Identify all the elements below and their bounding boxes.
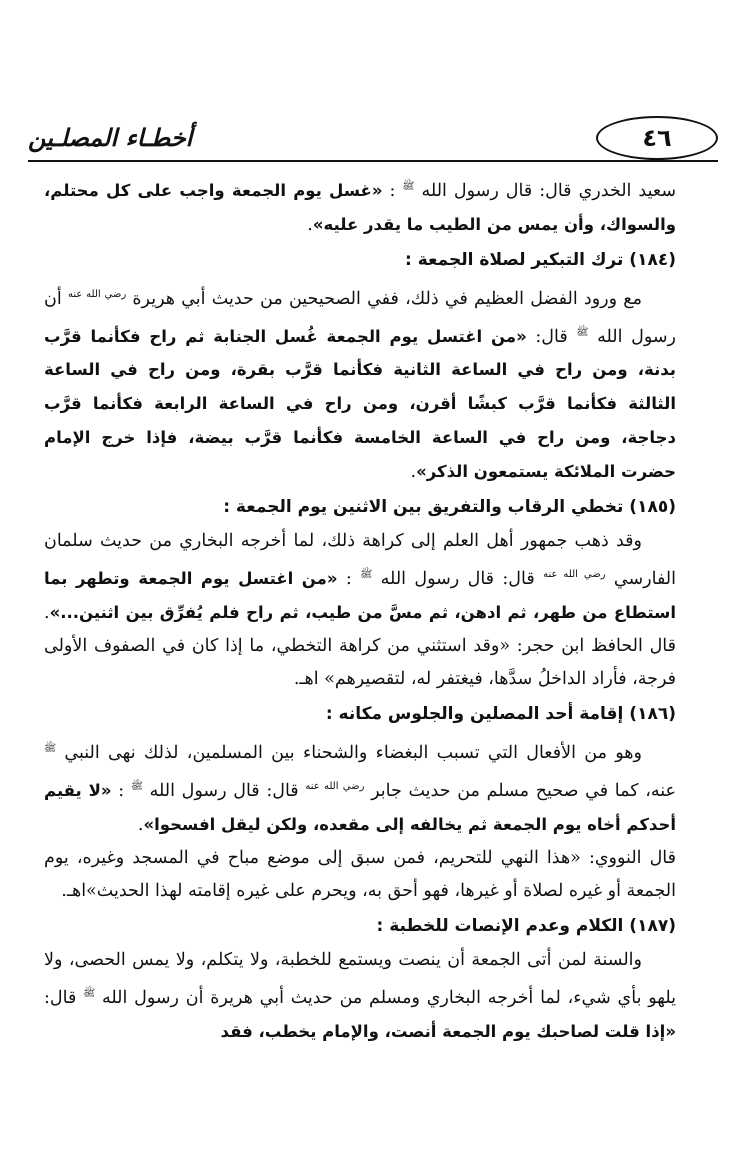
paragraph (44, 170, 676, 242)
page-number: ٤٦ (642, 124, 672, 152)
honorific-glyph: رضي الله عنه (67, 288, 127, 300)
text-run: وقد ذهب جمهور أهل العلم إلى كراهة ذلك، لما أخرجه البخاري من حديث سلمان الفارسي (44, 531, 676, 590)
paragraph (44, 525, 676, 696)
text-run: : (382, 180, 403, 201)
text-run: والسنة لمن أتى الجمعة أن ينصت ويستمع للخطبة، ولا يتكلم، ولا يمس الحصى، ولا يلهو بأي شيء، لما أخرجه البخاري ومسلم من حديث أبي هريرة أن رسول الله (44, 949, 676, 1008)
hadith-quote: «لا يقيم أحدكم أخاه يوم الجمعة ثم يخالفه إلى مقعده، ولكن ليقل افسحوا» (44, 780, 676, 834)
honorific-glyph: رضي الله عنه (543, 569, 606, 581)
text-run: . قال الحافظ ابن حجر: «وقد استثني من كراهة التخطي، ما إذا كان في الصفوف الأولى فرجة، فأراد الداخلُ سدَّها، فيغتفر له، لتقصيرهم» اهـ. (44, 603, 676, 690)
honorific-glyph: ﷺ (83, 987, 96, 999)
text-run: قال: قال رسول الله (372, 569, 544, 590)
text-run: . (307, 214, 313, 235)
text-run: : (337, 569, 361, 590)
text-run: قال: قال رسول الله (142, 780, 306, 801)
section-heading: (١٨٥) تخطي الرقاب والتفريق بين الاثنين يوم الجمعة : (223, 497, 676, 518)
honorific-glyph: ﷺ (360, 569, 373, 581)
honorific-glyph: ﷺ (44, 743, 57, 755)
text-run: سعيد الخدري قال: قال رسول الله (414, 180, 676, 201)
paragraph (44, 278, 676, 490)
header-rule (28, 160, 718, 162)
body-text (44, 170, 676, 1049)
honorific-glyph: رضي الله عنه (305, 781, 365, 793)
text-run: وهو من الأفعال التي تسبب البغضاء والشحناء بين المسلمين، لذلك نهى النبي (56, 743, 642, 764)
text-run: : (111, 780, 131, 801)
page-number-badge (596, 116, 718, 160)
text-run: قال: (44, 987, 84, 1008)
hadith-quote: «غسل يوم الجمعة واجب على كل محتلم، والسواك، وأن يمس من الطيب ما يقدر عليه» (44, 180, 676, 234)
running-title: أخطـاء المصلـين (28, 124, 193, 152)
text-run: عنه، كما في صحيح مسلم من حديث جابر (364, 780, 676, 801)
text-run: قال النووي: «هذا النهي للتحريم، فمن سبق إلى موضع مباح في المسجد وغيره، يوم الجمعة أو غيره لصلاة أو غيرها، فهو أحق به، ويحرم على غيره إقامته لهذا الحديث»اهـ. (44, 847, 676, 901)
text-run: . (137, 814, 144, 835)
hadith-quote: «إذا قلت لصاحبك يوم الجمعة أنصت، والإمام يخطب، فقد (220, 1021, 676, 1041)
paragraph (44, 732, 676, 842)
section-heading: (١٨٦) إقامة أحد المصلين والجلوس مكانه : (325, 704, 676, 725)
paragraph (44, 842, 676, 908)
text-run: مع ورود الفضل العظيم في ذلك، ففي الصحيحين من حديث أبي هريرة (126, 288, 642, 309)
honorific-glyph: ﷺ (402, 181, 415, 192)
section-heading: (١٨٧) الكلام وعدم الإنصات للخطبة : (376, 915, 676, 936)
honorific-glyph: ﷺ (576, 326, 589, 338)
hadith-quote: «من اغتسل يوم الجمعة غُسل الجنابة ثم راح فكأنما قرَّب بدنة، ومن راح في الساعة الثانية فكأنما قرَّب بقرة، ومن راح في الساعة الثالثة فكأنما قرَّب كبشًا أقرن، ومن راح في الساعة الرابعة فكأنما قرَّب دجاجة، ومن راح في الساعة الخامسة فكأنما قرَّب بيضة، فإذا خرج الإمام حضرت الملائكة يستمعون الذكر» (44, 326, 676, 482)
honorific-glyph: ﷺ (130, 781, 143, 793)
hadith-quote: «من اغتسل يوم الجمعة وتطهر بما استطاع من طهر، ثم ادهن، ثم مسَّ من طيب، ثم راح فلم يُفرِّق بين اثنين...» (44, 569, 676, 623)
text-run: . (410, 462, 417, 483)
section-heading: (١٨٤) ترك التبكير لصلاة الجمعة : (405, 249, 676, 270)
text-run: قال: (526, 326, 577, 347)
paragraph (44, 944, 676, 1049)
text-run: أن رسول الله (44, 288, 677, 347)
